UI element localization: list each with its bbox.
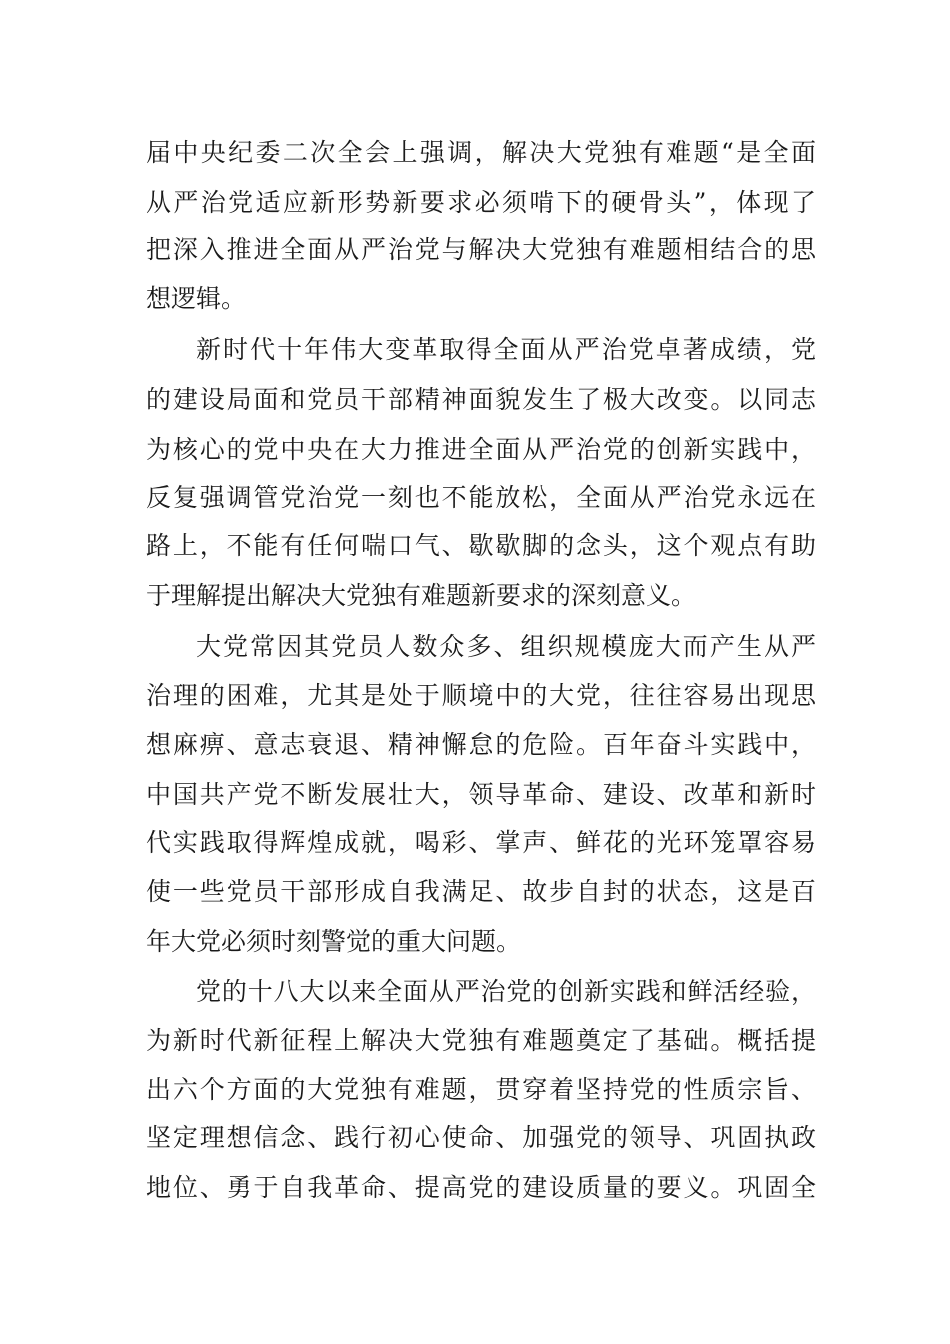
text-line: 反复强调管党治党一刻也不能放松，全面从严治党永远在 (146, 483, 816, 512)
text-line: 出六个方面的大党独有难题，贯穿着坚持党的性质宗旨、 (146, 1075, 816, 1104)
text-line: 年大党必须时刻警觉的重大问题。 (146, 927, 522, 956)
text-line: 从严治党适应新形势新要求必须啃下的硬骨头”，体现了 (146, 188, 816, 217)
text-line: 路上，不能有任何喘口气、歇歇脚的念头，这个观点有助 (146, 531, 816, 560)
text-line: 使一些党员干部形成自我满足、故步自封的状态，这是百 (146, 877, 816, 906)
text-line: 治理的困难，尤其是处于顺境中的大党，往往容易出现思 (146, 681, 816, 710)
text-line: 为新时代新征程上解决大党独有难题奠定了基础。概括提 (146, 1026, 816, 1055)
paragraph-first-line: 新时代十年伟大变革取得全面从严治党卓著成绩，党 (196, 335, 816, 364)
text-line: 届中央纪委二次全会上强调，解决大党独有难题“是全面 (146, 138, 816, 167)
text-line: 把深入推进全面从严治党与解决大党独有难题相结合的思 (146, 235, 816, 264)
paragraph-first-line: 大党常因其党员人数众多、组织规模庞大而产生从严 (196, 632, 816, 661)
text-line: 想逻辑。 (146, 284, 247, 313)
text-line: 为核心的党中央在大力推进全面从严治党的创新实践中， (146, 435, 816, 464)
text-line: 于理解提出解决大党独有难题新要求的深刻意义。 (146, 581, 697, 610)
text-line: 想麻痹、意志衰退、精神懈怠的危险。百年奋斗实践中， (146, 730, 816, 759)
text-line: 坚定理想信念、践行初心使命、加强党的领导、巩固执政 (146, 1123, 816, 1152)
paragraph-first-line: 党的十八大以来全面从严治党的创新实践和鲜活经验， (196, 977, 816, 1006)
text-line: 中国共产党不断发展壮大，领导革命、建设、改革和新时 (146, 780, 816, 809)
text-line: 代实践取得辉煌成就，喝彩、掌声、鲜花的光环笼罩容易 (146, 828, 816, 857)
text-line: 地位、勇于自我革命、提高党的建设质量的要义。巩固全 (146, 1173, 816, 1202)
text-line: 的建设局面和党员干部精神面貌发生了极大改变。以同志 (146, 385, 816, 414)
